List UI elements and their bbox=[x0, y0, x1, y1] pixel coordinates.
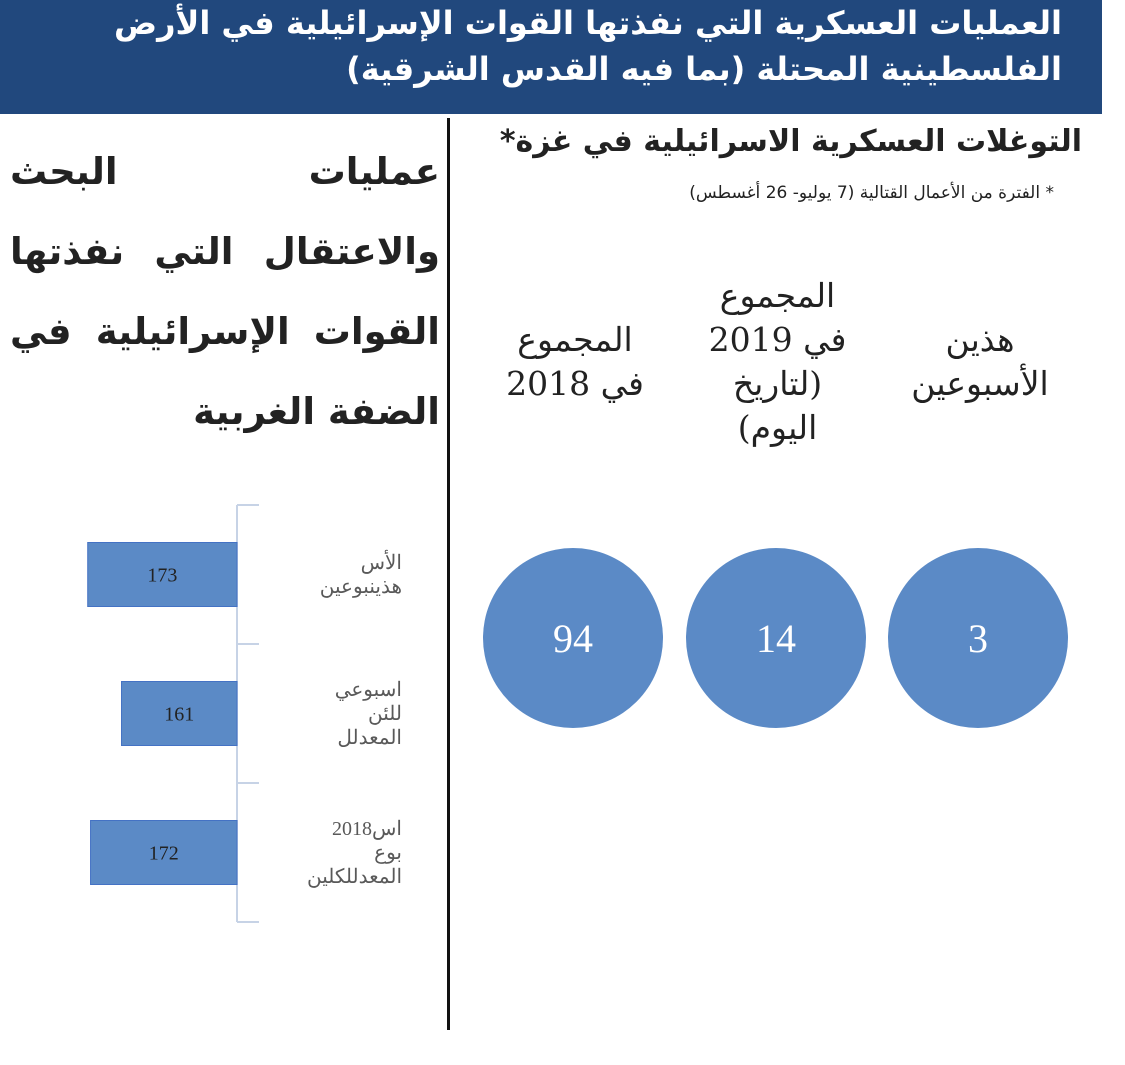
header-title-line2: الفلسطينية المحتلة (بما فيه القدس الشرقية) bbox=[346, 50, 1062, 88]
bar-data-label: 161 bbox=[164, 703, 195, 726]
gaza-value-two-weeks: 3 bbox=[968, 615, 988, 661]
gaza-period-note: * الفترة من الأعمال القتالية (7 يوليو- 26 أغسطس) bbox=[689, 183, 1054, 203]
bar-data-label: 172 bbox=[148, 842, 179, 865]
category-label-line: اس2018 bbox=[332, 817, 402, 840]
gaza-value-total-2018: 94 bbox=[553, 615, 593, 661]
category-label-line: هذينبوعين bbox=[319, 575, 402, 598]
category-label-line: الأس bbox=[360, 551, 402, 574]
header-title-line1: العمليات العسكرية التي نفذتها القوات الإسرائيلية في الأرض bbox=[114, 4, 1062, 42]
category-label-line: اسبوعي bbox=[334, 678, 402, 701]
gaza-column-label-total-2019: المجموع في 2019 (لتاريخ اليوم) bbox=[708, 276, 847, 447]
gaza-title: التوغلات العسكرية الاسرائيلية في غزة* bbox=[499, 124, 1082, 159]
category-label bbox=[250, 678, 402, 750]
category-label-line: بوع bbox=[374, 841, 402, 864]
category-label-line: المعدلل bbox=[337, 726, 402, 749]
category-label bbox=[250, 817, 402, 889]
west-bank-title: عمليات البحث والاعتقال التي نفذتها القوات الإسرائيلية في الضفة الغربية bbox=[10, 150, 440, 433]
gaza-value-total-2019: 14 bbox=[756, 615, 796, 661]
gaza-column-label-two-weeks: هذين الأسبوعين bbox=[911, 320, 1049, 403]
category-label-line: المعدللكلين bbox=[307, 865, 402, 888]
gaza-column-label-total-2018: المجموع في 2018 bbox=[506, 320, 644, 403]
category-label-line: للئن bbox=[368, 702, 402, 725]
category-label bbox=[250, 551, 402, 599]
bar-data-label: 173 bbox=[147, 564, 178, 587]
